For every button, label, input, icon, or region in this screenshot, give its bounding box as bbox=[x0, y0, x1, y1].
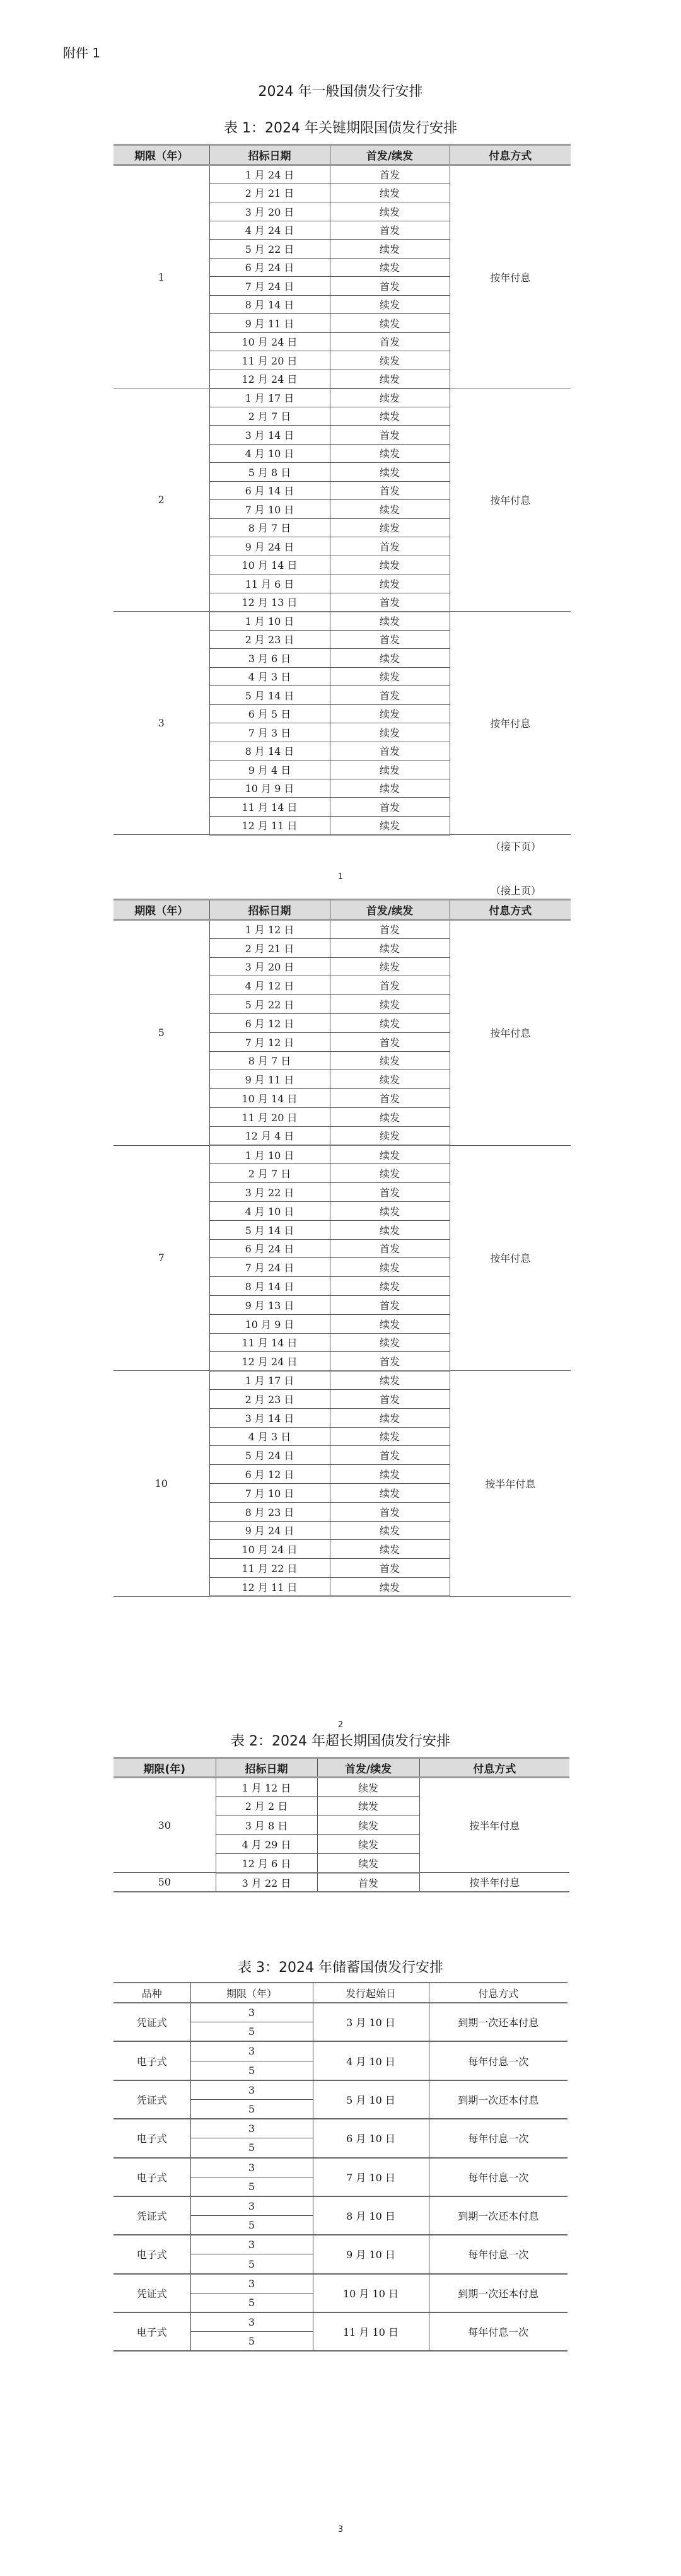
payment-method-cell: 按年付息 bbox=[450, 165, 571, 388]
issue-type-cell: 续发 bbox=[330, 1051, 450, 1070]
issue-type-cell: 首发 bbox=[330, 1446, 450, 1465]
auction-date-cell: 3 月 22 日 bbox=[209, 1183, 330, 1202]
auction-date-cell: 9 月 13 日 bbox=[209, 1295, 330, 1314]
auction-date-cell: 5 月 22 日 bbox=[209, 240, 330, 259]
term-cell: 5 bbox=[190, 2216, 313, 2235]
auction-date-cell: 4 月 24 日 bbox=[209, 221, 330, 240]
page-number: 1 bbox=[337, 872, 344, 882]
issue-type-cell: 续发 bbox=[330, 1333, 450, 1352]
bond-kind-cell: 凭证式 bbox=[114, 2196, 190, 2235]
auction-date-cell: 12 月 6 日 bbox=[216, 1854, 317, 1873]
bond-kind-cell: 电子式 bbox=[114, 2041, 190, 2080]
column-header-auction-date: 招标日期 bbox=[209, 145, 330, 165]
issue-type-cell: 续发 bbox=[330, 1483, 450, 1502]
continued-next-note: （接下页） bbox=[491, 841, 542, 853]
table-row bbox=[114, 2196, 568, 2216]
table-row bbox=[114, 2080, 568, 2100]
start-date-cell: 5 月 10 日 bbox=[313, 2080, 429, 2119]
issue-type-cell: 续发 bbox=[330, 723, 450, 742]
term-cell: 5 bbox=[190, 2177, 313, 2196]
auction-date-cell: 10 月 24 日 bbox=[209, 332, 330, 351]
payment-method-cell: 按半年付息 bbox=[419, 1778, 569, 1873]
term-cell: 1 bbox=[114, 165, 209, 388]
issue-type-cell: 续发 bbox=[330, 463, 450, 482]
payment-method-cell: 每年付息一次 bbox=[429, 2312, 568, 2351]
term-cell: 3 bbox=[190, 2196, 313, 2216]
column-header-term: 期限（年） bbox=[114, 900, 209, 920]
issue-type-cell: 续发 bbox=[330, 258, 450, 277]
issue-type-cell: 首发 bbox=[330, 277, 450, 296]
payment-method-cell: 到期一次还本付息 bbox=[429, 2080, 568, 2119]
column-header-kind: 品种 bbox=[114, 1983, 190, 2003]
issue-type-cell: 首发 bbox=[330, 1559, 450, 1578]
auction-date-cell: 4 月 3 日 bbox=[209, 1427, 330, 1446]
bond-kind-cell: 凭证式 bbox=[114, 2080, 190, 2119]
column-header-issue-type: 首发/续发 bbox=[330, 900, 450, 920]
term-cell: 3 bbox=[190, 2119, 313, 2138]
issue-type-cell: 续发 bbox=[330, 1371, 450, 1390]
auction-date-cell: 10 月 9 日 bbox=[209, 779, 330, 798]
table-row bbox=[114, 612, 571, 631]
payment-method-cell: 到期一次还本付息 bbox=[429, 2003, 568, 2041]
auction-date-cell: 8 月 7 日 bbox=[209, 1051, 330, 1070]
issue-type-cell: 续发 bbox=[330, 388, 450, 407]
issue-type-cell: 首发 bbox=[330, 1089, 450, 1108]
bond-kind-cell: 凭证式 bbox=[114, 2003, 190, 2041]
auction-date-cell: 11 月 14 日 bbox=[209, 798, 330, 817]
issue-type-cell: 续发 bbox=[330, 779, 450, 798]
start-date-cell: 8 月 10 日 bbox=[313, 2196, 429, 2235]
issue-type-cell: 续发 bbox=[330, 1427, 450, 1446]
column-header-payment: 付息方式 bbox=[450, 900, 571, 920]
auction-date-cell: 4 月 29 日 bbox=[216, 1834, 317, 1853]
auction-date-cell: 2 月 21 日 bbox=[209, 184, 330, 202]
issue-type-cell: 续发 bbox=[330, 1540, 450, 1559]
auction-date-cell: 8 月 14 日 bbox=[209, 742, 330, 761]
auction-date-cell: 2 月 7 日 bbox=[209, 1164, 330, 1183]
issue-type-cell: 续发 bbox=[330, 1258, 450, 1277]
term-cell: 5 bbox=[190, 2138, 313, 2158]
auction-date-cell: 1 月 24 日 bbox=[209, 165, 330, 184]
term-cell: 5 bbox=[114, 920, 209, 1146]
column-header-payment: 付息方式 bbox=[419, 1758, 569, 1778]
payment-method-cell: 每年付息一次 bbox=[429, 2158, 568, 2196]
table-row bbox=[114, 2274, 568, 2293]
payment-method-cell: 按半年付息 bbox=[450, 1371, 571, 1597]
table-row bbox=[114, 1778, 569, 1797]
auction-date-cell: 5 月 24 日 bbox=[209, 1446, 330, 1465]
auction-date-cell: 2 月 23 日 bbox=[209, 630, 330, 649]
auction-date-cell: 9 月 11 日 bbox=[209, 1070, 330, 1089]
auction-date-cell: 1 月 17 日 bbox=[209, 388, 330, 407]
issue-type-cell: 续发 bbox=[330, 1465, 450, 1484]
start-date-cell: 6 月 10 日 bbox=[313, 2119, 429, 2157]
auction-date-cell: 2 月 21 日 bbox=[209, 938, 330, 957]
auction-date-cell: 7 月 12 日 bbox=[209, 1032, 330, 1051]
issue-type-cell: 首发 bbox=[330, 742, 450, 761]
auction-date-cell: 6 月 12 日 bbox=[209, 1465, 330, 1484]
issue-type-cell: 续发 bbox=[330, 1164, 450, 1183]
issue-type-cell: 续发 bbox=[330, 1277, 450, 1296]
table-row bbox=[114, 920, 571, 939]
column-header-issue-type: 首发/续发 bbox=[317, 1758, 419, 1778]
auction-date-cell: 12 月 11 日 bbox=[209, 816, 330, 835]
column-header-term: 期限（年） bbox=[114, 145, 209, 165]
auction-date-cell: 12 月 4 日 bbox=[209, 1126, 330, 1145]
payment-method-cell: 按半年付息 bbox=[419, 1873, 569, 1892]
term-cell: 10 bbox=[114, 1371, 209, 1597]
auction-date-cell: 11 月 14 日 bbox=[209, 1333, 330, 1352]
page-number: 2 bbox=[337, 1720, 344, 1730]
issue-type-cell: 续发 bbox=[330, 351, 450, 370]
payment-method-cell: 每年付息一次 bbox=[429, 2119, 568, 2157]
issue-type-cell: 续发 bbox=[330, 444, 450, 463]
start-date-cell: 11 月 10 日 bbox=[313, 2312, 429, 2351]
term-cell: 3 bbox=[190, 2235, 313, 2254]
auction-date-cell: 5 月 22 日 bbox=[209, 995, 330, 1014]
term-cell: 3 bbox=[190, 2312, 313, 2332]
term-cell: 7 bbox=[114, 1145, 209, 1371]
start-date-cell: 9 月 10 日 bbox=[313, 2235, 429, 2273]
bond-kind-cell: 电子式 bbox=[114, 2158, 190, 2196]
issue-type-cell: 续发 bbox=[330, 1408, 450, 1427]
issue-type-cell: 首发 bbox=[317, 1873, 419, 1892]
issue-type-cell: 续发 bbox=[330, 500, 450, 519]
issue-type-cell: 首发 bbox=[330, 481, 450, 500]
auction-date-cell: 2 月 23 日 bbox=[209, 1389, 330, 1408]
issue-type-cell: 首发 bbox=[330, 221, 450, 240]
auction-date-cell: 6 月 12 日 bbox=[209, 1013, 330, 1032]
issue-type-cell: 续发 bbox=[330, 612, 450, 631]
table-row bbox=[114, 1371, 571, 1390]
table1-title: 表 1：2024 年关键期限国债发行安排 bbox=[224, 120, 457, 136]
term-cell: 2 bbox=[114, 388, 209, 612]
start-date-cell: 7 月 10 日 bbox=[313, 2158, 429, 2196]
table1-part1 bbox=[114, 144, 571, 836]
start-date-cell: 3 月 10 日 bbox=[313, 2003, 429, 2041]
auction-date-cell: 8 月 14 日 bbox=[209, 1277, 330, 1296]
payment-method-cell: 每年付息一次 bbox=[429, 2041, 568, 2080]
issue-type-cell: 首发 bbox=[330, 686, 450, 705]
issue-type-cell: 首发 bbox=[330, 976, 450, 995]
auction-date-cell: 1 月 12 日 bbox=[216, 1778, 317, 1797]
auction-date-cell: 3 月 22 日 bbox=[216, 1873, 317, 1892]
issue-type-cell: 首发 bbox=[330, 426, 450, 445]
issue-type-cell: 续发 bbox=[317, 1834, 419, 1853]
column-header-start-date: 发行起始日 bbox=[313, 1983, 429, 2003]
auction-date-cell: 5 月 8 日 bbox=[209, 463, 330, 482]
issue-type-cell: 首发 bbox=[330, 1389, 450, 1408]
issue-type-cell: 续发 bbox=[330, 295, 450, 314]
table2 bbox=[114, 1757, 569, 1892]
auction-date-cell: 6 月 14 日 bbox=[209, 481, 330, 500]
table-row bbox=[114, 1873, 569, 1892]
payment-method-cell: 到期一次还本付息 bbox=[429, 2196, 568, 2235]
term-cell: 5 bbox=[190, 2099, 313, 2119]
term-cell: 5 bbox=[190, 2293, 313, 2312]
auction-date-cell: 3 月 14 日 bbox=[209, 1408, 330, 1427]
table3 bbox=[114, 1982, 568, 2352]
auction-date-cell: 9 月 4 日 bbox=[209, 761, 330, 779]
page-number: 3 bbox=[337, 2525, 344, 2534]
issue-type-cell: 续发 bbox=[330, 1126, 450, 1145]
bond-kind-cell: 电子式 bbox=[114, 2312, 190, 2351]
auction-date-cell: 9 月 11 日 bbox=[209, 314, 330, 333]
issue-type-cell: 首发 bbox=[330, 1295, 450, 1314]
start-date-cell: 10 月 10 日 bbox=[313, 2274, 429, 2312]
issue-type-cell: 续发 bbox=[330, 649, 450, 668]
auction-date-cell: 7 月 10 日 bbox=[209, 500, 330, 519]
table-row bbox=[114, 388, 571, 407]
issue-type-cell: 续发 bbox=[330, 1577, 450, 1596]
start-date-cell: 4 月 10 日 bbox=[313, 2041, 429, 2080]
auction-date-cell: 5 月 14 日 bbox=[209, 686, 330, 705]
auction-date-cell: 8 月 7 日 bbox=[209, 518, 330, 537]
payment-method-cell: 到期一次还本付息 bbox=[429, 2274, 568, 2312]
term-cell: 3 bbox=[114, 612, 209, 835]
issue-type-cell: 首发 bbox=[330, 1239, 450, 1258]
issue-type-cell: 续发 bbox=[330, 1220, 450, 1239]
auction-date-cell: 1 月 10 日 bbox=[209, 612, 330, 631]
issue-type-cell: 续发 bbox=[330, 240, 450, 259]
issue-type-cell: 续发 bbox=[330, 1521, 450, 1540]
auction-date-cell: 4 月 12 日 bbox=[209, 976, 330, 995]
auction-date-cell: 4 月 3 日 bbox=[209, 667, 330, 686]
table-row bbox=[114, 165, 571, 184]
auction-date-cell: 4 月 10 日 bbox=[209, 444, 330, 463]
document-title: 2024 年一般国债发行安排 bbox=[258, 84, 423, 100]
term-cell: 50 bbox=[114, 1873, 216, 1892]
auction-date-cell: 7 月 24 日 bbox=[209, 277, 330, 296]
auction-date-cell: 11 月 6 日 bbox=[209, 574, 330, 593]
term-cell: 3 bbox=[190, 2274, 313, 2293]
issue-type-cell: 续发 bbox=[317, 1778, 419, 1797]
auction-date-cell: 7 月 3 日 bbox=[209, 723, 330, 742]
auction-date-cell: 1 月 10 日 bbox=[209, 1145, 330, 1164]
auction-date-cell: 10 月 24 日 bbox=[209, 1540, 330, 1559]
auction-date-cell: 6 月 24 日 bbox=[209, 258, 330, 277]
auction-date-cell: 10 月 9 日 bbox=[209, 1314, 330, 1333]
bond-kind-cell: 凭证式 bbox=[114, 2274, 190, 2312]
issue-type-cell: 首发 bbox=[330, 593, 450, 612]
table2-title: 表 2：2024 年超长期国债发行安排 bbox=[231, 1734, 450, 1749]
payment-method-cell: 按年付息 bbox=[450, 388, 571, 612]
issue-type-cell: 首发 bbox=[330, 165, 450, 184]
auction-date-cell: 12 月 24 日 bbox=[209, 370, 330, 388]
column-header-auction-date: 招标日期 bbox=[209, 900, 330, 920]
issue-type-cell: 续发 bbox=[330, 1314, 450, 1333]
issue-type-cell: 首发 bbox=[330, 1183, 450, 1202]
payment-method-cell: 按年付息 bbox=[450, 1145, 571, 1371]
auction-date-cell: 6 月 24 日 bbox=[209, 1239, 330, 1258]
issue-type-cell: 续发 bbox=[330, 574, 450, 593]
issue-type-cell: 续发 bbox=[330, 1145, 450, 1164]
column-header-payment: 付息方式 bbox=[429, 1983, 568, 2003]
auction-date-cell: 12 月 11 日 bbox=[209, 1577, 330, 1596]
table-row bbox=[114, 2041, 568, 2061]
table-row bbox=[114, 2119, 568, 2138]
auction-date-cell: 3 月 6 日 bbox=[209, 649, 330, 668]
auction-date-cell: 2 月 7 日 bbox=[209, 407, 330, 426]
issue-type-cell: 续发 bbox=[330, 314, 450, 333]
auction-date-cell: 3 月 8 日 bbox=[216, 1815, 317, 1834]
term-cell: 3 bbox=[190, 2158, 313, 2177]
auction-date-cell: 9 月 24 日 bbox=[209, 537, 330, 556]
table-row bbox=[114, 1145, 571, 1164]
auction-date-cell: 3 月 20 日 bbox=[209, 202, 330, 221]
attachment-label: 附件 1 bbox=[63, 45, 101, 61]
issue-type-cell: 续发 bbox=[317, 1854, 419, 1873]
issue-type-cell: 首发 bbox=[330, 630, 450, 649]
column-header-issue-type: 首发/续发 bbox=[330, 145, 450, 165]
issue-type-cell: 续发 bbox=[330, 995, 450, 1014]
auction-date-cell: 11 月 20 日 bbox=[209, 1107, 330, 1126]
column-header-payment: 付息方式 bbox=[450, 145, 571, 165]
term-cell: 5 bbox=[190, 2061, 313, 2080]
auction-date-cell: 5 月 14 日 bbox=[209, 1220, 330, 1239]
issue-type-cell: 续发 bbox=[330, 1013, 450, 1032]
term-cell: 5 bbox=[190, 2022, 313, 2042]
issue-type-cell: 首发 bbox=[330, 537, 450, 556]
bond-kind-cell: 电子式 bbox=[114, 2119, 190, 2157]
auction-date-cell: 7 月 10 日 bbox=[209, 1483, 330, 1502]
issue-type-cell: 首发 bbox=[330, 1352, 450, 1371]
issue-type-cell: 续发 bbox=[317, 1797, 419, 1815]
auction-date-cell: 12 月 24 日 bbox=[209, 1352, 330, 1371]
auction-date-cell: 6 月 5 日 bbox=[209, 704, 330, 723]
term-cell: 3 bbox=[190, 2080, 313, 2100]
auction-date-cell: 8 月 23 日 bbox=[209, 1502, 330, 1521]
issue-type-cell: 续发 bbox=[330, 184, 450, 202]
issue-type-cell: 首发 bbox=[330, 920, 450, 939]
table-row bbox=[114, 2235, 568, 2254]
issue-type-cell: 续发 bbox=[330, 1107, 450, 1126]
auction-date-cell: 3 月 20 日 bbox=[209, 957, 330, 976]
table-row bbox=[114, 2312, 568, 2332]
table1-part2 bbox=[114, 899, 571, 1597]
issue-type-cell: 续发 bbox=[330, 202, 450, 221]
issue-type-cell: 首发 bbox=[330, 332, 450, 351]
auction-date-cell: 12 月 13 日 bbox=[209, 593, 330, 612]
column-header-term: 期限(年) bbox=[114, 1758, 216, 1778]
issue-type-cell: 续发 bbox=[330, 1070, 450, 1089]
auction-date-cell: 8 月 14 日 bbox=[209, 295, 330, 314]
issue-type-cell: 续发 bbox=[330, 370, 450, 388]
auction-date-cell: 10 月 14 日 bbox=[209, 1089, 330, 1108]
term-cell: 3 bbox=[190, 2003, 313, 2022]
payment-method-cell: 每年付息一次 bbox=[429, 2235, 568, 2273]
issue-type-cell: 首发 bbox=[330, 798, 450, 817]
issue-type-cell: 续发 bbox=[330, 704, 450, 723]
auction-date-cell: 1 月 17 日 bbox=[209, 1371, 330, 1390]
auction-date-cell: 11 月 22 日 bbox=[209, 1559, 330, 1578]
issue-type-cell: 续发 bbox=[330, 407, 450, 426]
issue-type-cell: 续发 bbox=[330, 1201, 450, 1220]
table-row bbox=[114, 2158, 568, 2177]
auction-date-cell: 4 月 10 日 bbox=[209, 1201, 330, 1220]
issue-type-cell: 续发 bbox=[330, 938, 450, 957]
table3-title: 表 3：2024 年储蓄国债发行安排 bbox=[238, 1960, 443, 1976]
term-cell: 30 bbox=[114, 1778, 216, 1873]
issue-type-cell: 续发 bbox=[330, 957, 450, 976]
auction-date-cell: 2 月 2 日 bbox=[216, 1797, 317, 1815]
term-cell: 5 bbox=[190, 2254, 313, 2274]
auction-date-cell: 7 月 24 日 bbox=[209, 1258, 330, 1277]
issue-type-cell: 续发 bbox=[330, 761, 450, 779]
table-row bbox=[114, 2003, 568, 2022]
payment-method-cell: 按年付息 bbox=[450, 612, 571, 835]
bond-kind-cell: 电子式 bbox=[114, 2235, 190, 2273]
issue-type-cell: 续发 bbox=[330, 816, 450, 835]
column-header-auction-date: 招标日期 bbox=[216, 1758, 317, 1778]
term-cell: 3 bbox=[190, 2041, 313, 2061]
term-cell: 5 bbox=[190, 2332, 313, 2352]
payment-method-cell: 按年付息 bbox=[450, 920, 571, 1146]
issue-type-cell: 首发 bbox=[330, 1502, 450, 1521]
auction-date-cell: 3 月 14 日 bbox=[209, 426, 330, 445]
issue-type-cell: 续发 bbox=[330, 667, 450, 686]
issue-type-cell: 续发 bbox=[317, 1815, 419, 1834]
auction-date-cell: 9 月 24 日 bbox=[209, 1521, 330, 1540]
issue-type-cell: 续发 bbox=[330, 518, 450, 537]
auction-date-cell: 10 月 14 日 bbox=[209, 556, 330, 574]
continued-prev-note: （接上页） bbox=[491, 885, 542, 897]
auction-date-cell: 1 月 12 日 bbox=[209, 920, 330, 939]
issue-type-cell: 续发 bbox=[330, 556, 450, 574]
auction-date-cell: 11 月 20 日 bbox=[209, 351, 330, 370]
column-header-term: 期限（年） bbox=[190, 1983, 313, 2003]
issue-type-cell: 首发 bbox=[330, 1032, 450, 1051]
